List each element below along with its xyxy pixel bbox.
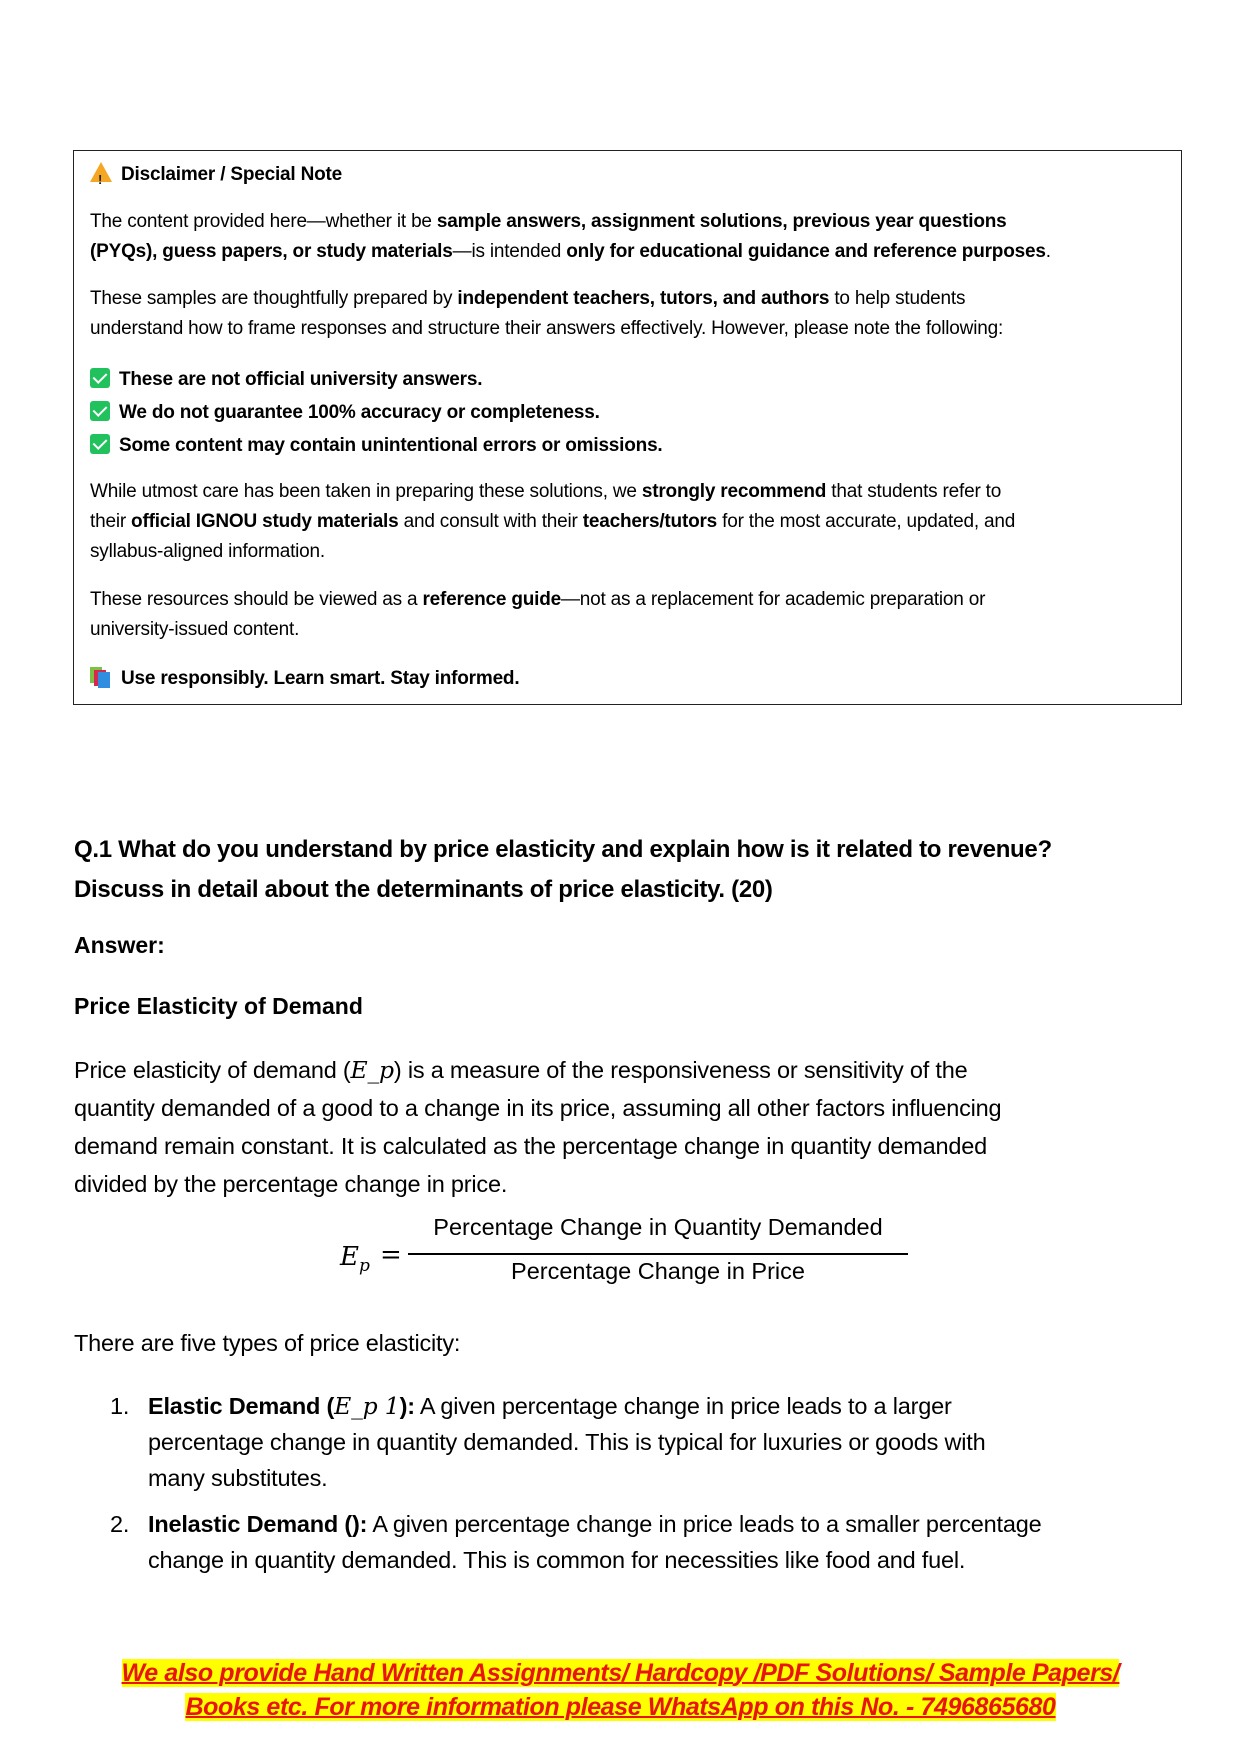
fraction-bar xyxy=(408,1253,908,1255)
disclaimer-para-1: The content provided here—whether it be sample answers, assignment solutions, previous year questions (PYQs), guess papers, or study materials—is intended only for educational guidance and reference purposes. xyxy=(90,211,1051,262)
check-box-icon xyxy=(90,434,110,454)
formula-denominator: Percentage Change in Price xyxy=(511,1258,805,1284)
check-item: Some content may contain unintentional errors or omissions. xyxy=(90,429,1170,462)
elasticity-formula: $E_p$ = Percentage Change in Quantity Demanded Percentage Change in Price xyxy=(340,1220,920,1300)
list-item: 1. Elastic Demand (E_p 1): A given percentage change in price leads to a larger percentage change in quantity demanded. This is typical for luxuries or goods with many substitutes. xyxy=(110,1392,986,1491)
answer-label: Answer: xyxy=(74,932,165,958)
disclaimer-footer: Use responsibly. Learn smart. Stay informed. xyxy=(90,664,1170,694)
disclaimer-title: !Disclaimer / Special Note xyxy=(90,160,1170,190)
formula-lhs: $E_p$ xyxy=(340,1242,370,1277)
check-box-icon xyxy=(90,401,110,421)
intro-paragraph: Price elasticity of demand (E_p) is a measure of the responsiveness or sensitivity of the quantity demanded of a good to a change in its price, assuming all other factors influencing demand remain constant. It is calculated as the percentage change in quantity demanded divided by the percentage change in price. xyxy=(74,1056,1002,1197)
warning-icon xyxy=(90,162,112,182)
books-icon xyxy=(90,667,112,687)
disclaimer-checklist xyxy=(90,363,1170,462)
disclaimer-para-3: While utmost care has been taken in preparing these solutions, we strongly recommend that students refer to their official IGNOU study materials and consult with their teachers/tutors for the most accurate, updated, and syllabus-aligned information. xyxy=(90,481,1016,562)
disclaimer-para-2: These samples are thoughtfully prepared by independent teachers, tutors, and authors to help students understand how to frame responses and structure their answers effectively. However, please note the following: xyxy=(90,288,1004,339)
promo-banner: We also provide Hand Written Assignments/ Hardcopy /PDF Solutions/ Sample Papers/ Books etc. For more information please WhatsApp on this No. - 7496865680 xyxy=(121,1659,1120,1721)
section-heading: Price Elasticity of Demand xyxy=(74,993,363,1019)
check-box-icon xyxy=(90,368,110,388)
list-item: 2. Inelastic Demand (): A given percentage change in price leads to a smaller percentage change in quantity demanded. This is common for necessities like food and fuel. xyxy=(110,1511,1042,1573)
disclaimer-para-4: These resources should be viewed as a reference guide—not as a replacement for academic preparation or university-issued content. xyxy=(90,589,986,640)
types-intro: There are five types of price elasticity: xyxy=(74,1330,461,1356)
formula-numerator: Percentage Change in Quantity Demanded xyxy=(433,1214,883,1240)
question-text: Q.1 What do you understand by price elasticity and explain how is it related to revenue? Discuss in detail about the determinants of price elasticity. (20) xyxy=(74,836,1052,903)
check-item: We do not guarantee 100% accuracy or completeness. xyxy=(90,396,1170,429)
check-item: These are not official university answers. xyxy=(90,363,1170,396)
